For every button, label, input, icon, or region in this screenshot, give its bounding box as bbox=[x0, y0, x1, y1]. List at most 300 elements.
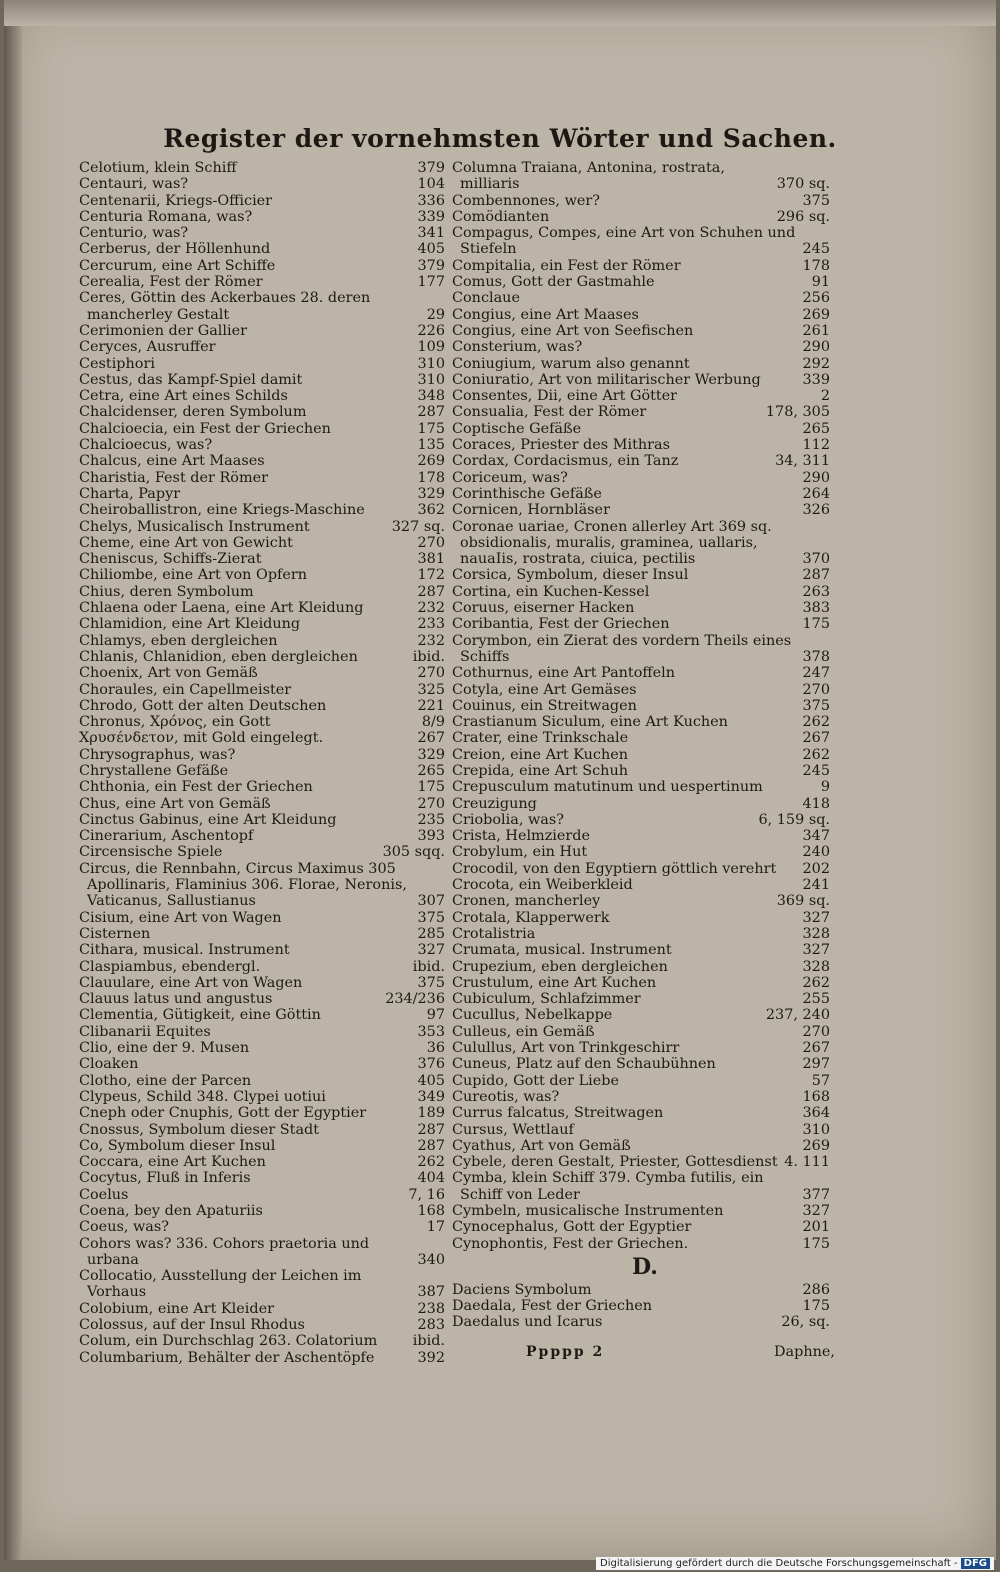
entry-page: 7, 16 bbox=[408, 1186, 445, 1203]
entry-page: 9 bbox=[820, 779, 830, 796]
index-entry bbox=[79, 1040, 445, 1056]
entry-page: 267 bbox=[802, 730, 830, 747]
entry-page: 245 bbox=[802, 241, 830, 258]
index-entry bbox=[79, 323, 445, 339]
entry-term: Crustulum, eine Art Kuchen bbox=[452, 974, 657, 991]
entry-page: 265 bbox=[802, 420, 830, 437]
entry-term: Creion, eine Art Kuchen bbox=[452, 746, 629, 763]
entry-page: 348 bbox=[417, 388, 445, 405]
index-entry bbox=[452, 1088, 830, 1105]
index-entry bbox=[79, 812, 445, 828]
entry-term: Centurio, was? bbox=[79, 225, 189, 242]
entry-term: Cynophontis, Fest der Griechen. bbox=[452, 1235, 689, 1252]
index-entry bbox=[79, 421, 445, 437]
dfg-logo: DFG bbox=[961, 1558, 990, 1569]
index-entry bbox=[79, 616, 445, 632]
section-d-entries bbox=[452, 1281, 830, 1331]
entry-term: Cestiphori bbox=[79, 355, 155, 372]
index-entry bbox=[79, 714, 445, 730]
entry-page: ibid. bbox=[412, 958, 445, 975]
entry-page: 353 bbox=[417, 1023, 445, 1040]
entry-page: 267 bbox=[417, 730, 445, 747]
entry-term: Coena, bey den Apaturiis bbox=[79, 1203, 263, 1219]
index-entry bbox=[79, 404, 445, 420]
index-entry bbox=[452, 257, 830, 274]
entry-page: 233 bbox=[417, 616, 445, 633]
entry-term: Cneph oder Cnuphis, Gott der Egyptier bbox=[79, 1105, 367, 1122]
entry-term: Comus, Gott der Gastmahle bbox=[452, 274, 655, 291]
entry-term: Cynocephalus, Gott der Egyptier bbox=[452, 1219, 692, 1236]
book-page bbox=[4, 0, 996, 1560]
entry-page: 347 bbox=[802, 828, 830, 845]
entry-page: 381 bbox=[417, 551, 445, 568]
entry-term: Cheniscus, Schiffs-Zierat bbox=[79, 551, 262, 568]
index-entry bbox=[452, 1314, 830, 1331]
index-entry bbox=[79, 1203, 445, 1219]
entry-page: 287 bbox=[417, 1121, 445, 1138]
entry-page: 226 bbox=[417, 322, 445, 339]
entry-term: Chlaena oder Laena, eine Art Kleidung bbox=[79, 600, 364, 617]
index-entry bbox=[452, 893, 830, 910]
index-entry bbox=[79, 535, 445, 551]
entry-term: Centuria Romana, was? bbox=[79, 208, 253, 225]
entry-page: 262 bbox=[802, 746, 830, 763]
entry-page: 328 bbox=[802, 958, 830, 975]
entry-term: Comödianten bbox=[452, 208, 550, 225]
entry-term: Colobium, eine Art Kleider bbox=[79, 1300, 275, 1317]
entry-page: 8/9 bbox=[421, 714, 445, 731]
entry-page: 379 bbox=[417, 257, 445, 274]
entry-page: 17 bbox=[426, 1219, 445, 1236]
entry-term: Daedalus und Icarus bbox=[452, 1314, 603, 1331]
entry-term: Clauus latus und angustus bbox=[79, 991, 273, 1008]
index-entry bbox=[79, 1219, 445, 1235]
entry-page: 296 sq. bbox=[776, 208, 830, 225]
entry-page: 269 bbox=[417, 453, 445, 470]
entry-term: Coniuratio, Art von militarischer Werbung bbox=[452, 371, 761, 388]
index-entry bbox=[79, 959, 445, 975]
index-entry bbox=[452, 714, 830, 731]
index-entry bbox=[79, 975, 445, 991]
entry-page: 375 bbox=[802, 192, 830, 209]
entry-page: 270 bbox=[417, 665, 445, 682]
entry-page: 375 bbox=[417, 909, 445, 926]
entry-page: 112 bbox=[802, 437, 830, 454]
entry-page: 265 bbox=[417, 762, 445, 779]
index-entry bbox=[79, 763, 445, 779]
index-entry bbox=[79, 1268, 445, 1301]
index-entry bbox=[79, 1105, 445, 1121]
entry-term: Culleus, ein Gemäß bbox=[452, 1023, 595, 1040]
entry-term: Cnossus, Symbolum dieser Stadt bbox=[79, 1121, 320, 1138]
index-entry bbox=[79, 942, 445, 958]
entry-term: Compagus, Compes, eine Art von Schuhen und Stiefeln bbox=[452, 225, 796, 258]
index-entry bbox=[452, 600, 830, 617]
index-entry bbox=[452, 1281, 830, 1298]
entry-page: 172 bbox=[417, 567, 445, 584]
entry-page: 418 bbox=[802, 795, 830, 812]
digitization-footer bbox=[596, 1557, 994, 1570]
entry-page: 270 bbox=[802, 1023, 830, 1040]
entry-term: Creuzigung bbox=[452, 795, 537, 812]
entry-page: 262 bbox=[802, 714, 830, 731]
entry-page: 339 bbox=[417, 208, 445, 225]
entry-term: Coelus bbox=[79, 1186, 129, 1203]
entry-term: Corsica, Symbolum, dieser Insul bbox=[452, 567, 689, 584]
index-entry bbox=[452, 1023, 830, 1040]
entry-page: 327 bbox=[417, 942, 445, 959]
entry-term: Cisium, eine Art von Wagen bbox=[79, 909, 282, 926]
entry-page: 285 bbox=[417, 925, 445, 942]
index-entry bbox=[79, 551, 445, 567]
footer-text: Digitalisierung gefördert durch die Deutsche Forschungsgemeinschaft - bbox=[600, 1558, 958, 1569]
index-entry bbox=[79, 698, 445, 714]
entry-page: 235 bbox=[417, 811, 445, 828]
entry-term: Centenarii, Kriegs-Officier bbox=[79, 192, 273, 209]
index-entry bbox=[79, 225, 445, 241]
index-entry bbox=[452, 1007, 830, 1024]
index-entry bbox=[79, 1138, 445, 1154]
page-top-edge bbox=[4, 0, 996, 26]
entry-page: ibid. bbox=[412, 1333, 445, 1350]
entry-term: Cyathus, Art von Gemäß bbox=[452, 1137, 631, 1154]
entry-page: 29 bbox=[426, 306, 445, 323]
entry-term: Clibanarii Equites bbox=[79, 1023, 211, 1040]
entry-term: Chrodo, Gott der alten Deutschen bbox=[79, 697, 327, 714]
index-entry bbox=[79, 274, 445, 290]
index-entry bbox=[452, 1170, 830, 1203]
entry-page: 340 bbox=[417, 1251, 445, 1268]
entry-term: Cucullus, Nebelkappe bbox=[452, 1007, 613, 1024]
entry-term: Criobolia, was? bbox=[452, 811, 564, 828]
index-entry bbox=[452, 828, 830, 845]
entry-page: 326 bbox=[802, 502, 830, 519]
index-entry bbox=[452, 844, 830, 861]
entry-term: Circensische Spiele bbox=[79, 844, 223, 861]
entry-term: Ceres, Göttin des Ackerbaues 28. deren mancherley Gestalt bbox=[79, 290, 371, 323]
entry-page: 262 bbox=[417, 1154, 445, 1171]
entry-page: 393 bbox=[417, 828, 445, 845]
index-entry bbox=[79, 519, 445, 535]
entry-page: 261 bbox=[802, 322, 830, 339]
entry-term: Cordax, Cordacismus, ein Tanz bbox=[452, 453, 679, 470]
entry-page: 36 bbox=[426, 1040, 445, 1057]
entry-page: 175 bbox=[802, 1298, 830, 1315]
entry-page: 341 bbox=[417, 225, 445, 242]
entry-term: Cheiroballistron, eine Kriegs-Maschine bbox=[79, 502, 365, 519]
entry-term: Cercurum, eine Art Schiffe bbox=[79, 257, 276, 274]
entry-page: 255 bbox=[802, 991, 830, 1008]
index-entry bbox=[452, 1137, 830, 1154]
entry-term: Circus, die Rennbahn, Circus Maximus 305 Apollinaris, Flaminius 306. Florae, Neronis, Vaticanus, Sallustianus bbox=[79, 860, 407, 910]
entry-term: Coeus, was? bbox=[79, 1219, 169, 1236]
entry-term: Cursus, Wettlauf bbox=[452, 1121, 574, 1138]
entry-page: 2 bbox=[820, 388, 830, 405]
index-entry bbox=[452, 1298, 830, 1315]
entry-page: 232 bbox=[417, 600, 445, 617]
entry-term: Coptische Gefäße bbox=[452, 420, 582, 437]
entry-term: Coronae uariae, Cronen allerley Art 369 sq. obsidionalis, muralis, graminea, uallaris, nauaIis, rostrata, ciuica, pectilis bbox=[452, 518, 772, 568]
entry-term: Clotho, eine der Parcen bbox=[79, 1072, 252, 1089]
index-entry bbox=[79, 926, 445, 942]
index-entry bbox=[79, 1073, 445, 1089]
index-entry bbox=[452, 974, 830, 991]
entry-term: Ceryces, Ausruffer bbox=[79, 339, 216, 356]
entry-page: 362 bbox=[417, 502, 445, 519]
index-entry bbox=[452, 616, 830, 633]
entry-term: Chlamys, eben dergleichen bbox=[79, 632, 278, 649]
index-entry bbox=[452, 1040, 830, 1057]
index-entry bbox=[79, 1170, 445, 1186]
entry-term: Cinerarium, Aschentopf bbox=[79, 828, 254, 845]
index-entry bbox=[452, 811, 830, 828]
index-entry bbox=[79, 356, 445, 372]
entry-page: 287 bbox=[802, 567, 830, 584]
index-entry bbox=[79, 844, 445, 860]
index-entry bbox=[452, 1105, 830, 1122]
index-entry bbox=[79, 388, 445, 404]
index-entry bbox=[452, 860, 830, 877]
entry-term: Cupido, Gott der Liebe bbox=[452, 1072, 620, 1089]
entry-term: Cetra, eine Art eines Schilds bbox=[79, 388, 288, 405]
index-entry bbox=[79, 1333, 445, 1349]
entry-term: Cortina, ein Kuchen-Kessel bbox=[452, 583, 650, 600]
index-entry bbox=[79, 470, 445, 486]
entry-page: 263 bbox=[802, 583, 830, 600]
index-entry bbox=[452, 697, 830, 714]
entry-term: Cocytus, Fluß in Inferis bbox=[79, 1170, 251, 1187]
entry-term: Claspiambus, ebendergl. bbox=[79, 958, 261, 975]
entry-page: 375 bbox=[802, 697, 830, 714]
index-entry bbox=[79, 649, 445, 665]
entry-term: Chlanis, Chlanidion, eben dergleichen bbox=[79, 648, 358, 665]
index-entry bbox=[452, 371, 830, 388]
index-entry bbox=[79, 1317, 445, 1333]
index-entry bbox=[452, 746, 830, 763]
entry-page: 34, 311 bbox=[775, 453, 830, 470]
entry-page: 238 bbox=[417, 1300, 445, 1317]
index-entry bbox=[452, 1072, 830, 1089]
index-entry bbox=[79, 682, 445, 698]
entry-page: 264 bbox=[802, 485, 830, 502]
index-entry bbox=[452, 388, 830, 405]
index-entry bbox=[79, 1122, 445, 1138]
index-entry bbox=[452, 991, 830, 1008]
index-entry bbox=[79, 796, 445, 812]
entry-term: Compitalia, ein Fest der Römer bbox=[452, 257, 681, 274]
index-entry bbox=[79, 1154, 445, 1170]
index-entry bbox=[452, 681, 830, 698]
index-entry bbox=[452, 1203, 830, 1219]
index-column-left bbox=[79, 160, 445, 1366]
entry-term: Cymba, klein Schiff 379. Cymba futilis, ein Schiff von Leder bbox=[452, 1170, 764, 1203]
entry-term: Cornicen, Hornbläser bbox=[452, 502, 610, 519]
index-entry bbox=[452, 437, 830, 454]
entry-term: Crepida, eine Art Schuh bbox=[452, 762, 628, 779]
index-entry bbox=[452, 306, 830, 323]
index-entry bbox=[452, 730, 830, 747]
entry-term: Cronen, mancherley bbox=[452, 893, 601, 910]
index-entry bbox=[452, 1056, 830, 1073]
entry-page: 369 sq. bbox=[776, 893, 830, 910]
entry-page: 370 bbox=[802, 551, 830, 568]
right-entries bbox=[452, 160, 830, 1252]
entry-page: 305 sqq. bbox=[382, 844, 445, 861]
entry-page: 325 bbox=[417, 681, 445, 698]
entry-page: 267 bbox=[802, 1040, 830, 1057]
index-entry bbox=[79, 910, 445, 926]
index-entry bbox=[79, 1301, 445, 1317]
index-entry bbox=[452, 958, 830, 975]
index-entry bbox=[79, 258, 445, 274]
entry-term: Currus falcatus, Streitwagen bbox=[452, 1105, 664, 1122]
entry-term: Chalcioecia, ein Fest der Griechen bbox=[79, 420, 331, 437]
entry-term: Cybele, deren Gestalt, Priester, Gottesdienst bbox=[452, 1154, 778, 1171]
entry-term: Clypeus, Schild 348. Clypei uotiui bbox=[79, 1088, 326, 1105]
index-column-right bbox=[452, 160, 830, 1331]
entry-page: 241 bbox=[802, 877, 830, 894]
catchword: Daphne, bbox=[774, 1344, 835, 1360]
entry-page: 404 bbox=[417, 1170, 445, 1187]
index-entry bbox=[79, 372, 445, 388]
entry-page: 286 bbox=[802, 1281, 830, 1298]
index-entry bbox=[79, 241, 445, 257]
entry-term: Cithara, musical. Instrument bbox=[79, 942, 290, 959]
entry-term: Congius, eine Art von Seefischen bbox=[452, 322, 694, 339]
index-entry bbox=[79, 160, 445, 176]
entry-term: Chrysographus, was? bbox=[79, 746, 236, 763]
entry-term: Chelys, Musicalisch Instrument bbox=[79, 518, 310, 535]
index-entry bbox=[79, 730, 445, 746]
index-entry bbox=[452, 322, 830, 339]
entry-term: Chalcidenser, deren Symbolum bbox=[79, 404, 307, 421]
index-entry bbox=[79, 1007, 445, 1023]
entry-term: Consentes, Dii, eine Art Götter bbox=[452, 388, 678, 405]
entry-page: 310 bbox=[802, 1121, 830, 1138]
entry-page: 376 bbox=[417, 1056, 445, 1073]
index-entry bbox=[79, 290, 445, 323]
entry-term: Cohors was? 336. Cohors praetoria und urbana bbox=[79, 1235, 370, 1268]
entry-term: Coribantia, Fest der Griechen bbox=[452, 616, 670, 633]
index-entry bbox=[452, 1154, 830, 1171]
entry-page: 269 bbox=[802, 1137, 830, 1154]
entry-term: Crocota, ein Weiberkleid bbox=[452, 877, 633, 894]
index-entry bbox=[452, 225, 830, 258]
entry-page: 135 bbox=[417, 437, 445, 454]
entry-term: Cisternen bbox=[79, 925, 151, 942]
page-title: Register der vornehmsten Wörter und Sachen. bbox=[163, 124, 837, 153]
entry-term: Combennones, wer? bbox=[452, 192, 600, 209]
entry-page: 283 bbox=[417, 1317, 445, 1334]
index-entry bbox=[79, 502, 445, 518]
entry-term: Coraces, Priester des Mithras bbox=[452, 437, 670, 454]
entry-page: 202 bbox=[802, 860, 830, 877]
entry-term: Consualia, Fest der Römer bbox=[452, 404, 647, 421]
entry-term: Chus, eine Art von Gemäß bbox=[79, 795, 271, 812]
entry-page: 270 bbox=[802, 681, 830, 698]
entry-page: 307 bbox=[417, 893, 445, 910]
entry-term: Daedala, Fest der Griechen bbox=[452, 1298, 652, 1315]
index-entry bbox=[452, 1121, 830, 1138]
index-entry bbox=[452, 485, 830, 502]
index-entry bbox=[452, 339, 830, 356]
entry-term: Corinthische Gefäße bbox=[452, 485, 602, 502]
index-entry bbox=[452, 420, 830, 437]
entry-term: Daciens Symbolum bbox=[452, 1281, 592, 1298]
entry-page: ibid. bbox=[412, 648, 445, 665]
entry-term: Choenix, Art von Gemäß bbox=[79, 665, 258, 682]
index-entry bbox=[452, 942, 830, 959]
entry-page: 290 bbox=[802, 339, 830, 356]
entry-term: Clio, eine der 9. Musen bbox=[79, 1040, 250, 1057]
entry-term: Crocodil, von den Egyptiern göttlich verehrt bbox=[452, 860, 777, 877]
index-entry bbox=[452, 762, 830, 779]
entry-page: 287 bbox=[417, 1137, 445, 1154]
entry-term: Culullus, Art von Trinkgeschirr bbox=[452, 1040, 680, 1057]
index-entry bbox=[452, 795, 830, 812]
entry-page: 329 bbox=[417, 485, 445, 502]
index-entry bbox=[79, 1056, 445, 1072]
entry-page: 339 bbox=[802, 371, 830, 388]
index-entry bbox=[452, 453, 830, 470]
entry-page: 375 bbox=[417, 974, 445, 991]
entry-term: Choraules, ein Capellmeister bbox=[79, 681, 292, 698]
entry-term: Couinus, ein Streitwagen bbox=[452, 697, 637, 714]
entry-term: Coniugium, warum also genannt bbox=[452, 355, 690, 372]
entry-page: 379 bbox=[417, 160, 445, 176]
index-entry bbox=[452, 925, 830, 942]
entry-term: Chronus, Χρόνος, ein Gott bbox=[79, 714, 271, 731]
entry-page: 387 bbox=[417, 1284, 445, 1301]
entry-page: 168 bbox=[417, 1203, 445, 1219]
entry-term: Crumata, musical. Instrument bbox=[452, 942, 672, 959]
entry-term: Chlamidion, eine Art Kleidung bbox=[79, 616, 301, 633]
entry-term: Cheme, eine Art von Gewicht bbox=[79, 534, 293, 551]
index-entry bbox=[452, 518, 830, 568]
index-entry bbox=[79, 567, 445, 583]
entry-page: 297 bbox=[802, 1056, 830, 1073]
entry-page: 392 bbox=[417, 1349, 445, 1366]
entry-term: Charistia, Fest der Römer bbox=[79, 469, 269, 486]
entry-term: Coruus, eiserner Hacken bbox=[452, 600, 635, 617]
entry-term: Crastianum Siculum, eine Art Kuchen bbox=[452, 714, 728, 731]
page-gutter-shadow bbox=[4, 0, 22, 1560]
index-entry bbox=[79, 209, 445, 225]
entry-term: Colum, ein Durchschlag 263. Colatorium bbox=[79, 1333, 378, 1350]
entry-term: Centauri, was? bbox=[79, 176, 189, 193]
entry-term: Colossus, auf der Insul Rhodus bbox=[79, 1317, 305, 1334]
entry-page: 327 bbox=[802, 1203, 830, 1219]
entry-page: 378 bbox=[802, 648, 830, 665]
index-entry bbox=[452, 355, 830, 372]
entry-term: Cuneus, Platz auf den Schaubühnen bbox=[452, 1056, 716, 1073]
entry-term: Cureotis, was? bbox=[452, 1088, 560, 1105]
index-entry bbox=[452, 274, 830, 291]
entry-page: 4. 111 bbox=[784, 1154, 830, 1171]
entry-page: 270 bbox=[417, 534, 445, 551]
entry-page: 327 sq. bbox=[391, 518, 445, 535]
index-entry bbox=[79, 486, 445, 502]
index-entry bbox=[79, 779, 445, 795]
entry-term: Cestus, das Kampf-Spiel damit bbox=[79, 371, 303, 388]
index-entry bbox=[79, 1236, 445, 1269]
entry-page: 383 bbox=[802, 600, 830, 617]
entry-term: Crista, Helmzierde bbox=[452, 828, 591, 845]
entry-page: 234/236 bbox=[385, 991, 445, 1008]
index-entry bbox=[79, 1187, 445, 1203]
index-entry bbox=[452, 404, 830, 421]
entry-page: 327 bbox=[802, 909, 830, 926]
